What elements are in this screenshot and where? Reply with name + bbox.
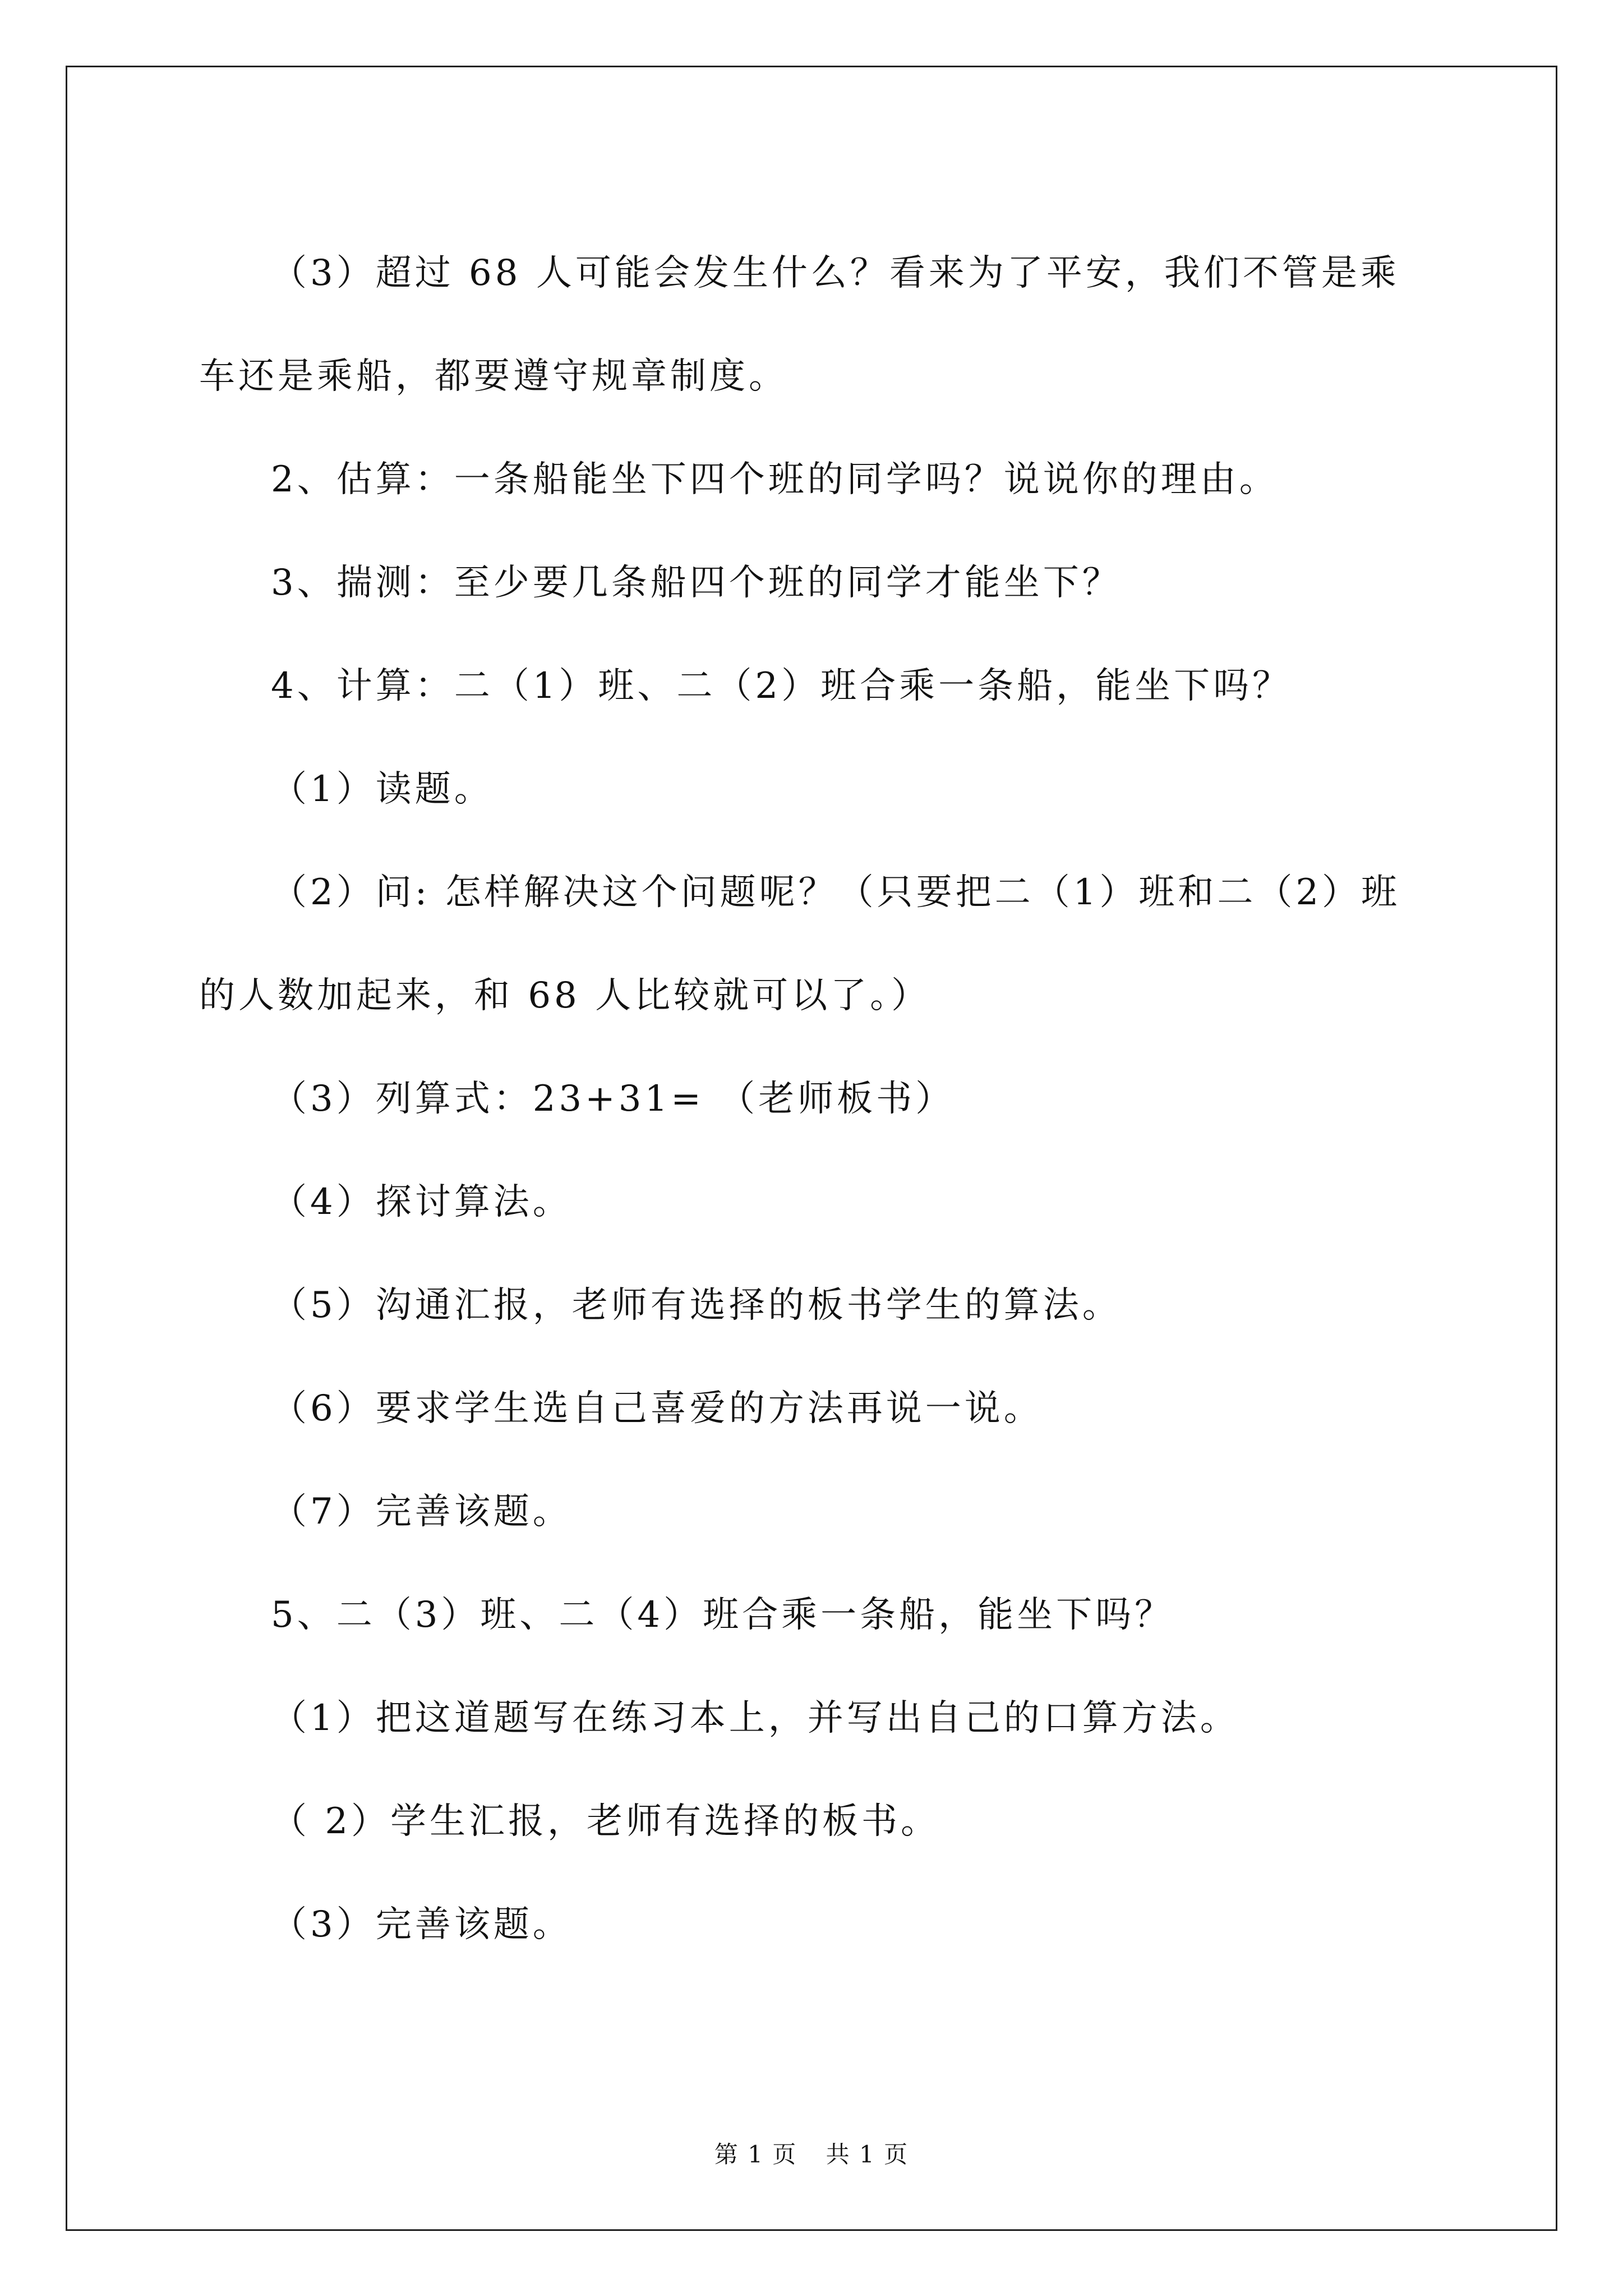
paragraph: （3）完善该题。 — [271, 1904, 572, 1945]
paragraph: （3）列算式：23+31= （老师板书） — [271, 1078, 955, 1120]
paragraph: （3）超过 68 人可能会发生什么？看来为了平安，我们不管是乘 — [271, 252, 1400, 294]
paragraph: （ 2）学生汇报，老师有选择的板书。 — [271, 1801, 940, 1842]
paragraph: （5）沟通汇报，老师有选择的板书学生的算法。 — [271, 1285, 1122, 1326]
paragraph: （6）要求学生选自己喜爱的方法再说一说。 — [271, 1388, 1043, 1429]
paragraph: 2、估算：一条船能坐下四个班的同学吗？说说你的理由。 — [271, 459, 1279, 500]
paragraph-continuation: 的人数加起来，和 68 人比较就可以了。） — [199, 975, 931, 1016]
paragraph: 4、计算：二（1）班、二（2）班合乘一条船，能坐下吗？ — [271, 665, 1292, 707]
paragraph: （2）问: 怎样解决这个问题呢？（只要把二（1）班和二（2）班 — [271, 872, 1401, 913]
paragraph: （1）把这道题写在练习本上，并写出自己的口算方法。 — [271, 1697, 1239, 1739]
document-body — [199, 222, 1433, 1976]
paragraph: （1）读题。 — [271, 769, 494, 810]
page-total: 共 1 页 — [826, 2141, 909, 2168]
paragraph: 5、二（3）班、二（4）班合乘一条船，能坐下吗？ — [271, 1594, 1174, 1636]
paragraph: （4）探讨算法。 — [271, 1181, 572, 1223]
page-number: 第 1 页 — [714, 2141, 797, 2168]
page-footer — [0, 2136, 1623, 2170]
paragraph: （7）完善该题。 — [271, 1491, 572, 1533]
paragraph: 3、揣测：至少要几条船四个班的同学才能坐下？ — [271, 562, 1122, 604]
paragraph-continuation: 车还是乘船，都要遵守规章制度。 — [199, 356, 788, 397]
